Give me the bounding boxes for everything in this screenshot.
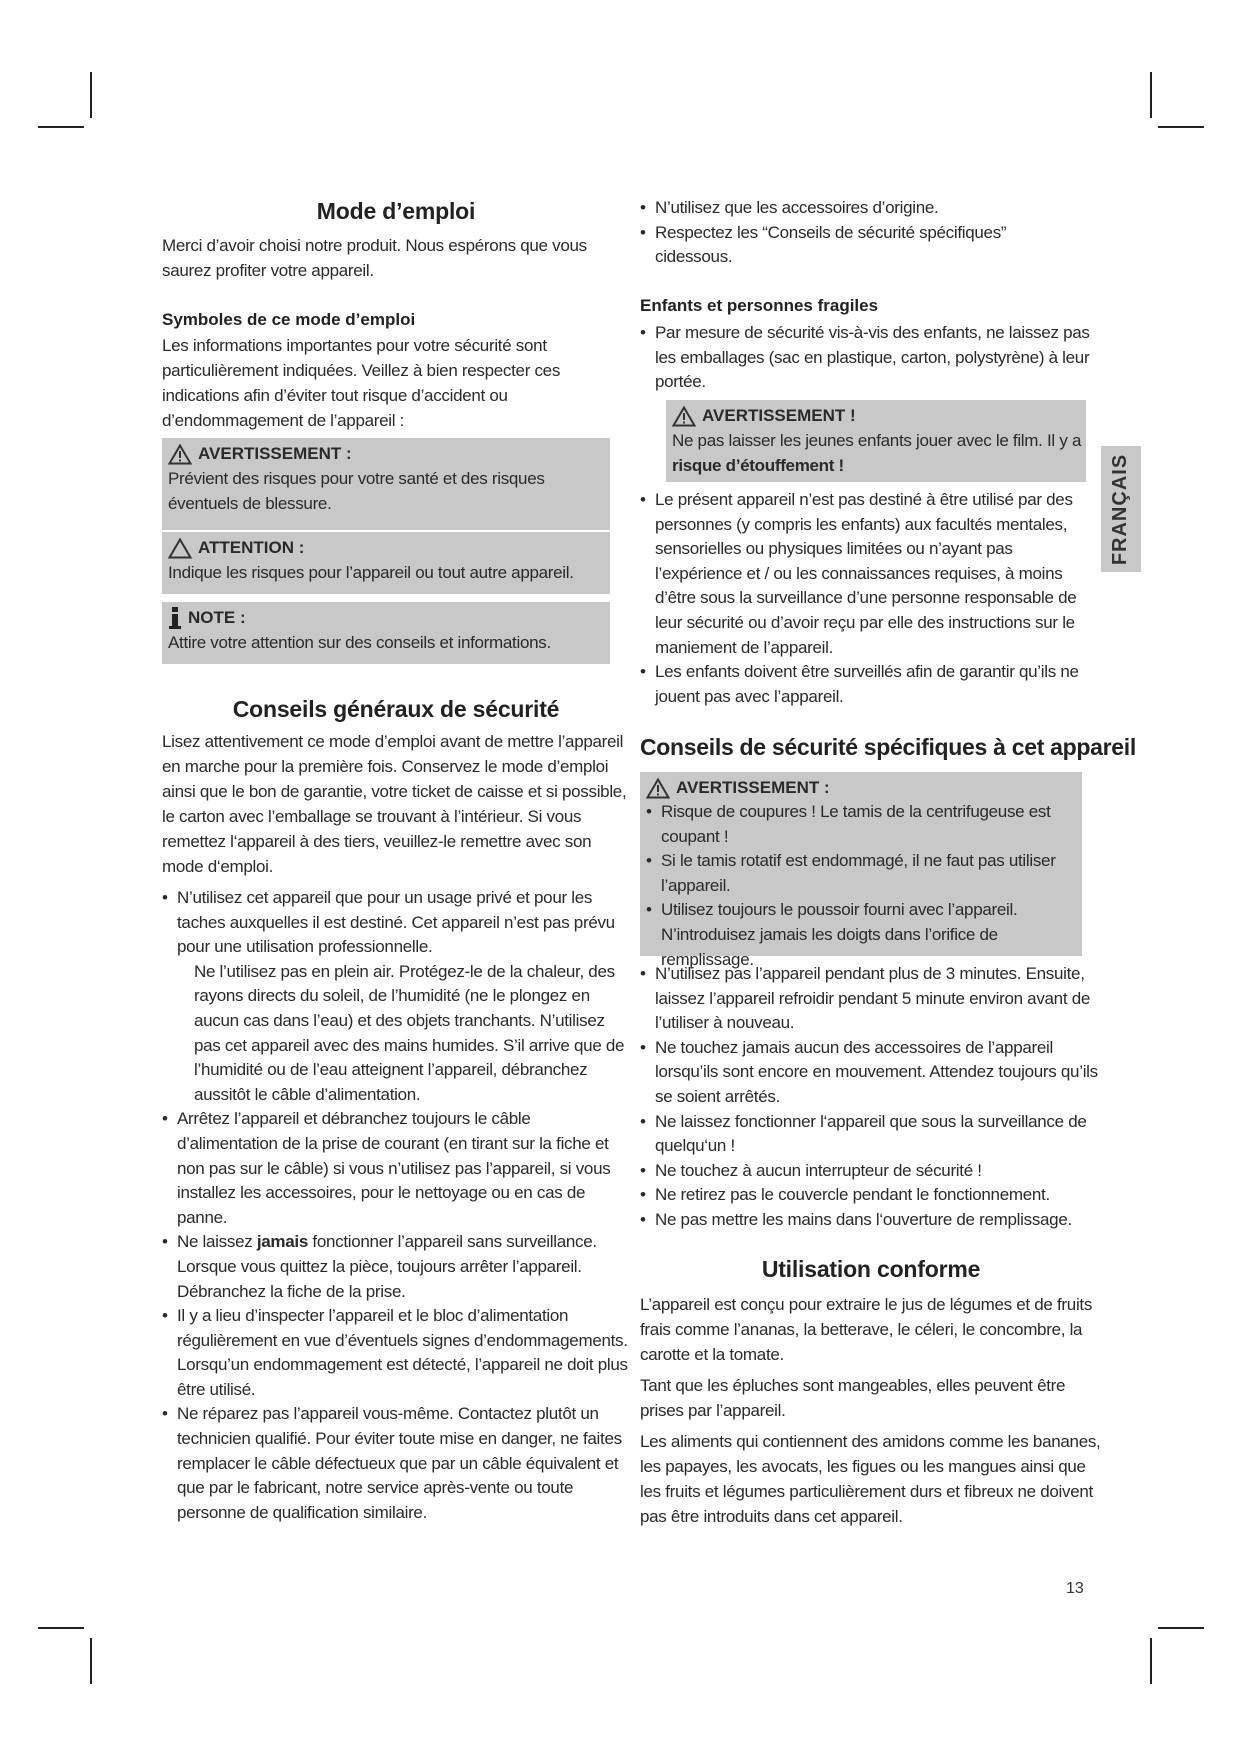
child-warning-emphasis: risque d’étouffement ! xyxy=(672,456,844,475)
list-item-text: Si le tamis rotatif est endommagé, il ne faut pas utiliser l’appareil. xyxy=(661,851,1056,895)
warning-triangle-icon xyxy=(168,444,192,465)
intro-text: Merci d’avoir choisi notre produit. Nous espérons que vous saurez profiter votre appareil. xyxy=(162,236,587,280)
crop-mark xyxy=(90,72,92,118)
warning-triangle-icon xyxy=(672,406,696,427)
warning-text: Prévient des risques pour votre santé et des risques éventuels de blessure. xyxy=(168,469,545,513)
list-item: • Par mesure de sécurité vis-à-vis des enfants, ne laissez pas les emballages (sac en plastique, carton, polystyrène) à leur portée. xyxy=(640,323,1090,392)
list-item: • Ne laissez jamais fonctionner l’appareil sans surveillance. Lorsque vous quittez la pièce, toujours arrêter l’appareil. Débranchez la fiche de la prise. xyxy=(162,1232,597,1301)
attention-title: ATTENTION : xyxy=(198,538,305,557)
child-warning-title: AVERTISSEMENT ! xyxy=(702,406,856,425)
general-safety-intro: Lisez attentivement ce mode d’emploi avant de mettre l’appareil en marche pour la première fois. Conservez le mode d’emploi ainsi que le bon de garantie, votre ticket de caisse et si possible, le carton avec l’emballage se trouvant à l’intérieur. Si vous remettez l‘appareil à des tiers, veuillez-le remettre avec son mode d‘emploi. xyxy=(162,732,627,876)
language-tab-label: FRANÇAIS xyxy=(1109,453,1132,565)
list-item: • Risque de coupures ! Le tamis de la centrifugeuse est coupant ! xyxy=(646,802,1051,846)
note-text: Attire votre attention sur des conseils et informations. xyxy=(168,633,551,652)
list-item-text: Ne l’utilisez pas en plein air. Protégez-le de la chaleur, des rayons directs du soleil, de l’humidité (ne le plongez en aucun cas dans l’eau) et des objets tranchants. N’utilisez pas cet appareil avec des mains humides. S’il arrive que de l’humidité ou de l’eau atteignent l’appareil, débranchez aussitôt le câble d’alimentation. xyxy=(194,961,625,1104)
list-item-text: Ne réparez pas l’appareil vous-même. Contactez plutôt un technicien qualifié. Pour éviter toute mise en danger, ne faites remplacer le câble défectueux que par un câble équivalent et que par le fabricant, notre service après-vente ou toute personne de qualification similaire. xyxy=(177,1404,622,1522)
list-item-text: Respectez les “Conseils de sécurité spécifiques” cidessous. xyxy=(655,222,1007,267)
warning-triangle-icon xyxy=(646,778,670,799)
crop-mark xyxy=(90,1638,92,1684)
language-tab xyxy=(1101,446,1141,572)
usage-text-3: Les aliments qui contiennent des amidons comme les bananes, les papayes, les avocats, les figues ou les mangues ainsi que les fruits et légumes particulièrement durs et fibreux ne doivent pas être introduits dans cet appareil. xyxy=(640,1432,1101,1526)
list-item: • Il y a lieu d’inspecter l’appareil et le bloc d’alimentation régulièrement en vue d’éventuels signes d’endommagements. Lorsqu’un endommagement est détecté, l’appareil ne doit plus être utilisé. xyxy=(162,1306,628,1399)
list-item: • Ne pas mettre les mains dans l‘ouverture de remplissage. xyxy=(640,1209,1072,1229)
list-item-text: N’utilisez pas l’appareil pendant plus de 3 minutes. Ensuite, laissez l’appareil refroidir pendant 5 minute environ avant de l’utiliser à nouveau. xyxy=(655,964,1090,1033)
crop-mark xyxy=(1150,72,1152,118)
children-heading: Enfants et personnes fragiles xyxy=(640,296,879,315)
list-item: • N’utilisez cet appareil que pour un usage privé et pour les taches auxquelles il est destiné. Cet appareil n’est pas prévu pour une utilisation professionnelle. Ne l’utilisez pas en plein air. Protégez-le de la chaleur, des rayons directs du soleil, de l’humidité (ne le plongez en aucun cas dans l’eau) et des objets tranchants. N’utilisez pas cet appareil avec des mains humides. S’il arrive que de l’humidité ou de l’eau atteignent l’appareil, débranchez aussitôt le câble d’alimentation. xyxy=(162,886,628,1107)
info-icon xyxy=(168,607,182,629)
crop-mark xyxy=(38,126,84,128)
list-item-emphasis: jamais xyxy=(256,1232,308,1252)
note-box xyxy=(162,602,610,664)
list-item-text: Ne pas mettre les mains dans l‘ouverture de remplissage. xyxy=(655,1209,1072,1229)
children-list xyxy=(640,488,1100,709)
attention-box xyxy=(162,532,610,594)
list-item-text: Ne touchez jamais aucun des accessoires de l’appareil lorsqu’ils sont encore en mouvement. Attendez toujours qu’ils se soient arrêtés. xyxy=(655,1037,1098,1106)
attention-triangle-icon xyxy=(168,538,192,559)
list-item-text: Risque de coupures ! Le tamis de la centrifugeuse est coupant ! xyxy=(661,802,1051,846)
list-item-text: Le présent appareil n’est pas destiné à être utilisé par des personnes (y compris les enfants) aux facultés mentales, sensorielles ou physiques limitées ou n’ayant pas l’expérience et / ou les connaissances requises, à moins d’être sous la surveillance d’une personne responsable de leur sécurité ou d’avoir reçu par elle des instructions sur le maniement de l’appareil. xyxy=(655,490,1077,657)
page-number: 13 xyxy=(1066,1580,1084,1597)
list-item: • Arrêtez l’appareil et débranchez toujours le câble d’alimentation de la prise de courant (en tirant sur la fiche et non pas sur le câble) si vous n’utilisez pas l’appareil, si vous installez les accessoires, pour le nettoyage ou en cas de panne. xyxy=(162,1109,611,1227)
list-item: • Les enfants doivent être surveillés afin de garantir qu’ils ne jouent pas avec l’appareil. xyxy=(640,662,1079,706)
list-item: • N’utilisez que les accessoires d’origine. xyxy=(640,198,939,217)
child-warning-text: Ne pas laisser les jeunes enfants jouer avec le film. Il y a xyxy=(672,431,1082,450)
general-safety-heading: Conseils généraux de sécurité xyxy=(232,696,560,722)
list-item-text: Ne laissez xyxy=(177,1232,257,1252)
usage-text-2: Tant que les épluches sont mangeables, elles peuvent être prises par l’appareil. xyxy=(640,1376,1066,1420)
note-title: NOTE : xyxy=(188,608,246,627)
list-item: • Ne réparez pas l’appareil vous-même. Contactez plutôt un technicien qualifié. Pour éviter toute mise en danger, ne faites remplacer le câble défectueux que par un câble équivalent et que par le fabricant, notre service après-vente ou toute personne de qualification similaire. xyxy=(162,1404,622,1522)
specific-warning-box xyxy=(640,772,1082,969)
crop-mark xyxy=(1158,126,1204,128)
list-item: • N’utilisez pas l’appareil pendant plus de 3 minutes. Ensuite, laissez l’appareil refroidir pendant 5 minute environ avant de l’utiliser à nouveau. xyxy=(640,964,1090,1033)
list-item: • Ne laissez fonctionner l‘appareil que sous la surveillance de quelqu‘un ! xyxy=(640,1111,1087,1156)
general-safety-list xyxy=(162,886,628,1525)
warning-title: AVERTISSEMENT : xyxy=(198,444,352,463)
list-item-text: Il y a lieu d’inspecter l’appareil et le bloc d’alimentation régulièrement en vue d’éventuels signes d’endommagements. Lorsqu’un endommagement est détecté, l’appareil ne doit plus être utilisé. xyxy=(177,1306,628,1399)
list-item-text: N’utilisez cet appareil que pour un usage privé et pour les taches auxquelles il est destiné. Cet appareil n’est pas prévu pour une utilisation professionnelle. xyxy=(177,888,615,957)
list-item-text: Ne laissez fonctionner l‘appareil que sous la surveillance de quelqu‘un ! xyxy=(655,1111,1087,1156)
specific-safety-heading: Conseils de sécurité spécifiques à cet appareil xyxy=(640,734,1136,760)
list-item-text: Par mesure de sécurité vis-à-vis des enfants, ne laissez pas les emballages (sac en plastique, carton, polystyrène) à leur portée. xyxy=(655,323,1090,392)
warning-box xyxy=(162,438,610,530)
specific-safety-list xyxy=(640,962,1100,1233)
crop-mark xyxy=(1150,1638,1152,1684)
list-item: • Le présent appareil n’est pas destiné à être utilisé par des personnes (y compris les enfants) aux facultés mentales, sensorielles ou physiques limitées ou n’ayant pas l’expérience et / ou les connaissances requises, à moins d’être sous la surveillance d’une personne responsable de leur sécurité ou d’avoir reçu par elle des instructions sur le maniement de l’appareil. xyxy=(640,490,1077,657)
list-item-text: Ne retirez pas le couvercle pendant le fonctionnement. xyxy=(655,1185,1050,1205)
list-item-text: N’utilisez que les accessoires d’origine. xyxy=(655,198,939,217)
list-item: • Si le tamis rotatif est endommagé, il ne faut pas utiliser l’appareil. xyxy=(646,851,1056,895)
child-warning-box xyxy=(666,400,1086,482)
list-item: • Utilisez toujours le poussoir fourni avec l’appareil. N’introduisez jamais les doigts dans l’orifice de remplissage. xyxy=(646,900,1018,969)
usage-text-1: L’appareil est conçu pour extraire le jus de légumes et de fruits frais comme l’ananas, la betterave, le céleri, le concombre, la carotte et la tomate. xyxy=(640,1295,1093,1364)
list-item-text: Ne touchez à aucun interrupteur de sécurité ! xyxy=(655,1160,982,1180)
usage-heading: Utilisation conforme xyxy=(761,1256,981,1282)
list-item-text: Arrêtez l’appareil et débranchez toujours le câble d’alimentation de la prise de courant (en tirant sur la fiche et non pas sur le câble) si vous n’utilisez pas l’appareil, si vous installez les accessoires, pour le nettoyage ou en cas de panne. xyxy=(177,1109,611,1227)
list-item: • Ne touchez jamais aucun des accessoires de l’appareil lorsqu’ils sont encore en mouvement. Attendez toujours qu’ils se soient arrêtés. xyxy=(640,1037,1098,1106)
symbols-text: Les informations importantes pour votre sécurité sont particulièrement indiquées. Veillez à bien respecter ces indications afin d’éviter tout risque d’accident ou d’endommagement de l’appareil : xyxy=(162,336,561,430)
crop-mark xyxy=(38,1627,84,1629)
list-item: • Ne retirez pas le couvercle pendant le fonctionnement. xyxy=(640,1185,1050,1205)
accessories-list xyxy=(640,196,1070,270)
list-item-text: fonctionner l’appareil sans surveillance. Lorsque vous quittez la pièce, toujours arrêter l’appareil. Débranchez la fiche de la prise. xyxy=(177,1232,597,1301)
symbols-heading: Symboles de ce mode d’emploi xyxy=(162,310,416,329)
list-item-text: Les enfants doivent être surveillés afin de garantir qu’ils ne jouent pas avec l’appareil. xyxy=(655,662,1079,706)
children-list-top xyxy=(640,321,1100,395)
list-item-text: Utilisez toujours le poussoir fourni avec l’appareil. N’introduisez jamais les doigts dans l’orifice de remplissage. xyxy=(661,900,1018,969)
attention-text: Indique les risques pour l’appareil ou tout autre appareil. xyxy=(168,563,574,582)
crop-mark xyxy=(1158,1627,1204,1629)
specific-warning-list xyxy=(646,800,1076,972)
page-title: Mode d’emploi xyxy=(316,198,476,224)
specific-warning-title: AVERTISSEMENT : xyxy=(676,778,830,797)
list-item: • Respectez les “Conseils de sécurité spécifiques” cidessous. xyxy=(640,222,1007,267)
list-item: • Ne touchez à aucun interrupteur de sécurité ! xyxy=(640,1160,982,1180)
